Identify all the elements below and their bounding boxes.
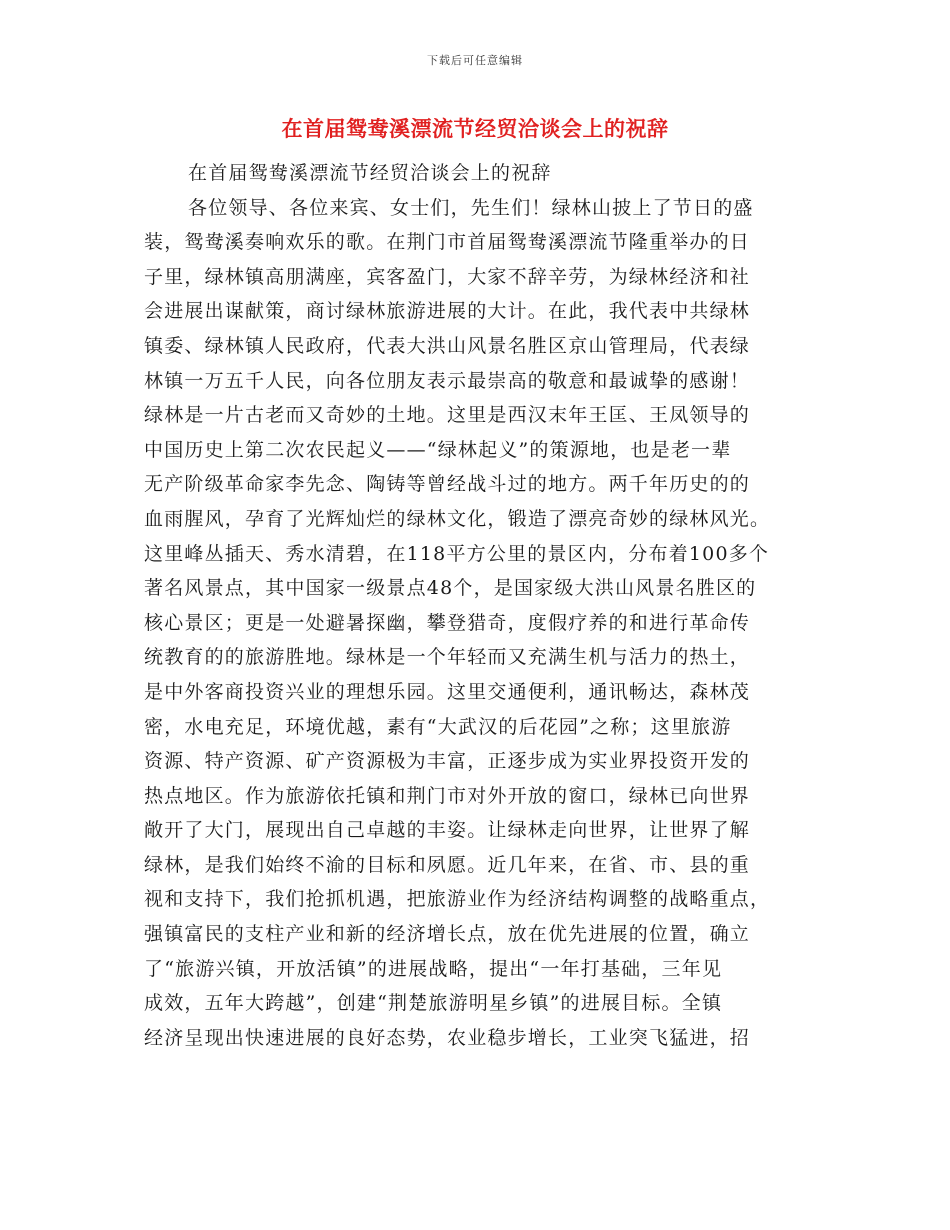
body-line: 血雨腥风，孕育了光辉灿烂的绿林文化，锻造了漂亮奇妙的绿林风光。 [144, 507, 771, 530]
body-line: 强镇富民的支柱产业和新的经济增长点，放在优先进展的位置，确立 [144, 923, 751, 946]
body-line: 绿林，是我们始终不渝的目标和夙愿。近几年来，在省、市、县的重 [144, 853, 751, 876]
body-line: 无产阶级革命家李先念、陶铸等曾经战斗过的地方。两千年历史的的 [144, 473, 751, 496]
body-line: 核心景区；更是一处避暑探幽，攀登猎奇，度假疗养的和进行革命传 [144, 611, 751, 634]
body-line: 敞开了大门，展现出自己卓越的丰姿。让绿林走向世界，让世界了解 [144, 819, 751, 842]
document-title: 在首届鸳鸯溪漂流节经贸洽谈会上的祝辞 [281, 116, 669, 141]
body-line-subtitle: 在首届鸳鸯溪漂流节经贸洽谈会上的祝辞 [188, 162, 552, 184]
document-body [144, 156, 804, 1055]
body-line: 经济呈现出快速进展的良好态势，农业稳步增长，工业突飞猛进，招 [144, 1026, 751, 1049]
body-line: 是中外客商投资兴业的理想乐园。这里交通便利，通讯畅达，森林茂 [144, 680, 751, 703]
body-line: 子里，绿林镇高朋满座，宾客盈门，大家不辞辛劳，为绿林经济和社 [144, 265, 751, 288]
body-line: 这里峰丛插天、秀水清碧，在118平方公里的景区内，分布着100多个 [144, 542, 770, 565]
body-line: 各位领导、各位来宾、女士们，先生们！绿林山披上了节日的盛 [188, 196, 754, 219]
body-line: 统教育的的旅游胜地。绿林是一个年轻而又充满生机与活力的热土， [144, 646, 751, 669]
body-line: 密，水电充足，环境优越，素有“大武汉的后花园”之称；这里旅游 [144, 715, 732, 738]
body-line: 镇委、绿林镇人民政府，代表大洪山风景名胜区京山管理局，代表绿 [144, 334, 751, 357]
body-line: 林镇一万五千人民，向各位朋友表示最崇高的敬意和最诚挚的感谢！ [144, 369, 751, 392]
body-line: 成效，五年大跨越”，创建“荆楚旅游明星乡镇”的进展目标。全镇 [144, 992, 723, 1015]
body-line: 著名风景点，其中国家一级景点48个，是国家级大洪山风景名胜区的 [144, 577, 757, 600]
body-line: 会进展出谋献策，商讨绿林旅游进展的大计。在此，我代表中共绿林 [144, 300, 751, 323]
body-line: 热点地区。作为旅游依托镇和荆门市对外开放的窗口，绿林已向世界 [144, 784, 751, 807]
body-line: 装，鸳鸯溪奏响欢乐的歌。在荆门市首届鸳鸯溪漂流节隆重举办的日 [144, 231, 751, 254]
body-line: 中国历史上第二次农民起义——“绿林起义”的策源地，也是老一辈 [144, 438, 732, 461]
body-line: 视和支持下，我们抢抓机遇，把旅游业作为经济结构调整的战略重点， [144, 888, 771, 911]
body-line: 了“旅游兴镇，开放活镇”的进展战略，提出“一年打基础，三年见 [144, 957, 723, 980]
body-line: 绿林是一片古老而又奇妙的土地。这里是西汉末年王匡、王凤领导的 [144, 404, 751, 427]
page-header: 下载后可任意编辑 [427, 54, 523, 67]
body-line: 资源、特产资源、矿产资源极为丰富，正逐步成为实业界投资开发的 [144, 750, 751, 773]
